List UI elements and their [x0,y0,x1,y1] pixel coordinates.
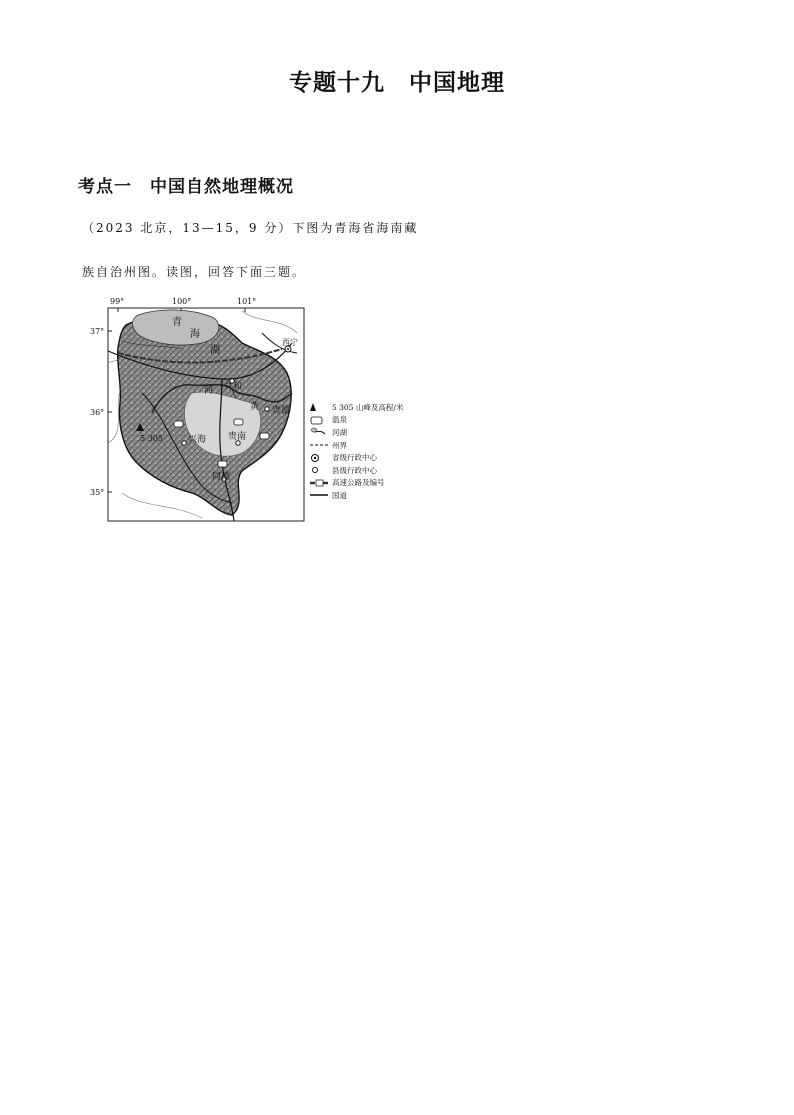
label-xining: 西宁 [282,338,298,347]
section-heading: 考点一 中国自然地理概况 [78,177,294,197]
legend-label-county-center: 县级行政中心 [332,465,377,475]
hot-spring-icon [310,415,332,425]
label-lake-1: 青 [172,317,182,328]
legend-row-county-center [310,464,410,477]
legend-label-peak: 5 305 山峰及高程/米 [332,402,404,412]
expressway-icon [310,478,332,488]
legend-row-hot-spring [310,414,410,427]
legend-label-river-lake: 河湖 [332,427,347,437]
legend-label-provincial-center: 省级行政中心 [332,453,377,463]
national-road-icon [310,490,332,500]
legend-row-provincial-center [310,451,410,464]
label-river-1: 黄 [250,402,260,412]
hainan-prefecture-map-figure [82,293,402,525]
legend-label-expressway: 高速公路及编号 [332,478,385,488]
lat-label-36: 36° [90,408,105,417]
lon-label-101: 101° [237,297,257,306]
map-legend [310,401,410,502]
county-center-icon [310,465,332,475]
legend-label-hot-spring: 温泉 [332,415,347,425]
legend-label-prefecture-boundary: 州界 [332,440,347,450]
label-guide: 贵德 [272,406,291,416]
question-intro-line-2: 族自治州图。读图，回答下面三题。 [82,265,307,279]
label-river-2: 河 [204,386,214,396]
river-lake-icon [310,427,332,437]
legend-label-national-road: 国道 [332,490,347,500]
lat-label-37: 37° [90,327,105,336]
label-peak-elevation: 5 305 [140,434,163,443]
label-tongde: 同德 [212,472,231,482]
label-lake-2: 海 [190,329,200,340]
provincial-center-icon [310,453,332,463]
question-intro-line-1: （2023 北京，13—15，9 分）下图为青海省海南藏 [82,221,419,235]
legend-row-national-road [310,489,410,502]
page-title: 专题十九 中国地理 [289,70,505,96]
legend-row-prefecture-boundary [310,439,410,452]
hot-spring-marker [174,421,183,427]
lon-label-99: 99° [110,297,125,306]
lon-label-100: 100° [172,297,192,306]
label-lake-3: 湖 [210,345,220,356]
label-xinghai: 兴海 [188,435,207,445]
prefecture-boundary-icon [310,440,332,450]
lat-label-35: 35° [90,488,105,497]
label-guinan: 贵南 [228,432,247,442]
label-gonghe: 共和 [224,382,243,392]
legend-row-peak [310,401,410,414]
peak-icon [310,402,332,412]
legend-row-expressway [310,477,410,490]
legend-row-river-lake [310,426,410,439]
